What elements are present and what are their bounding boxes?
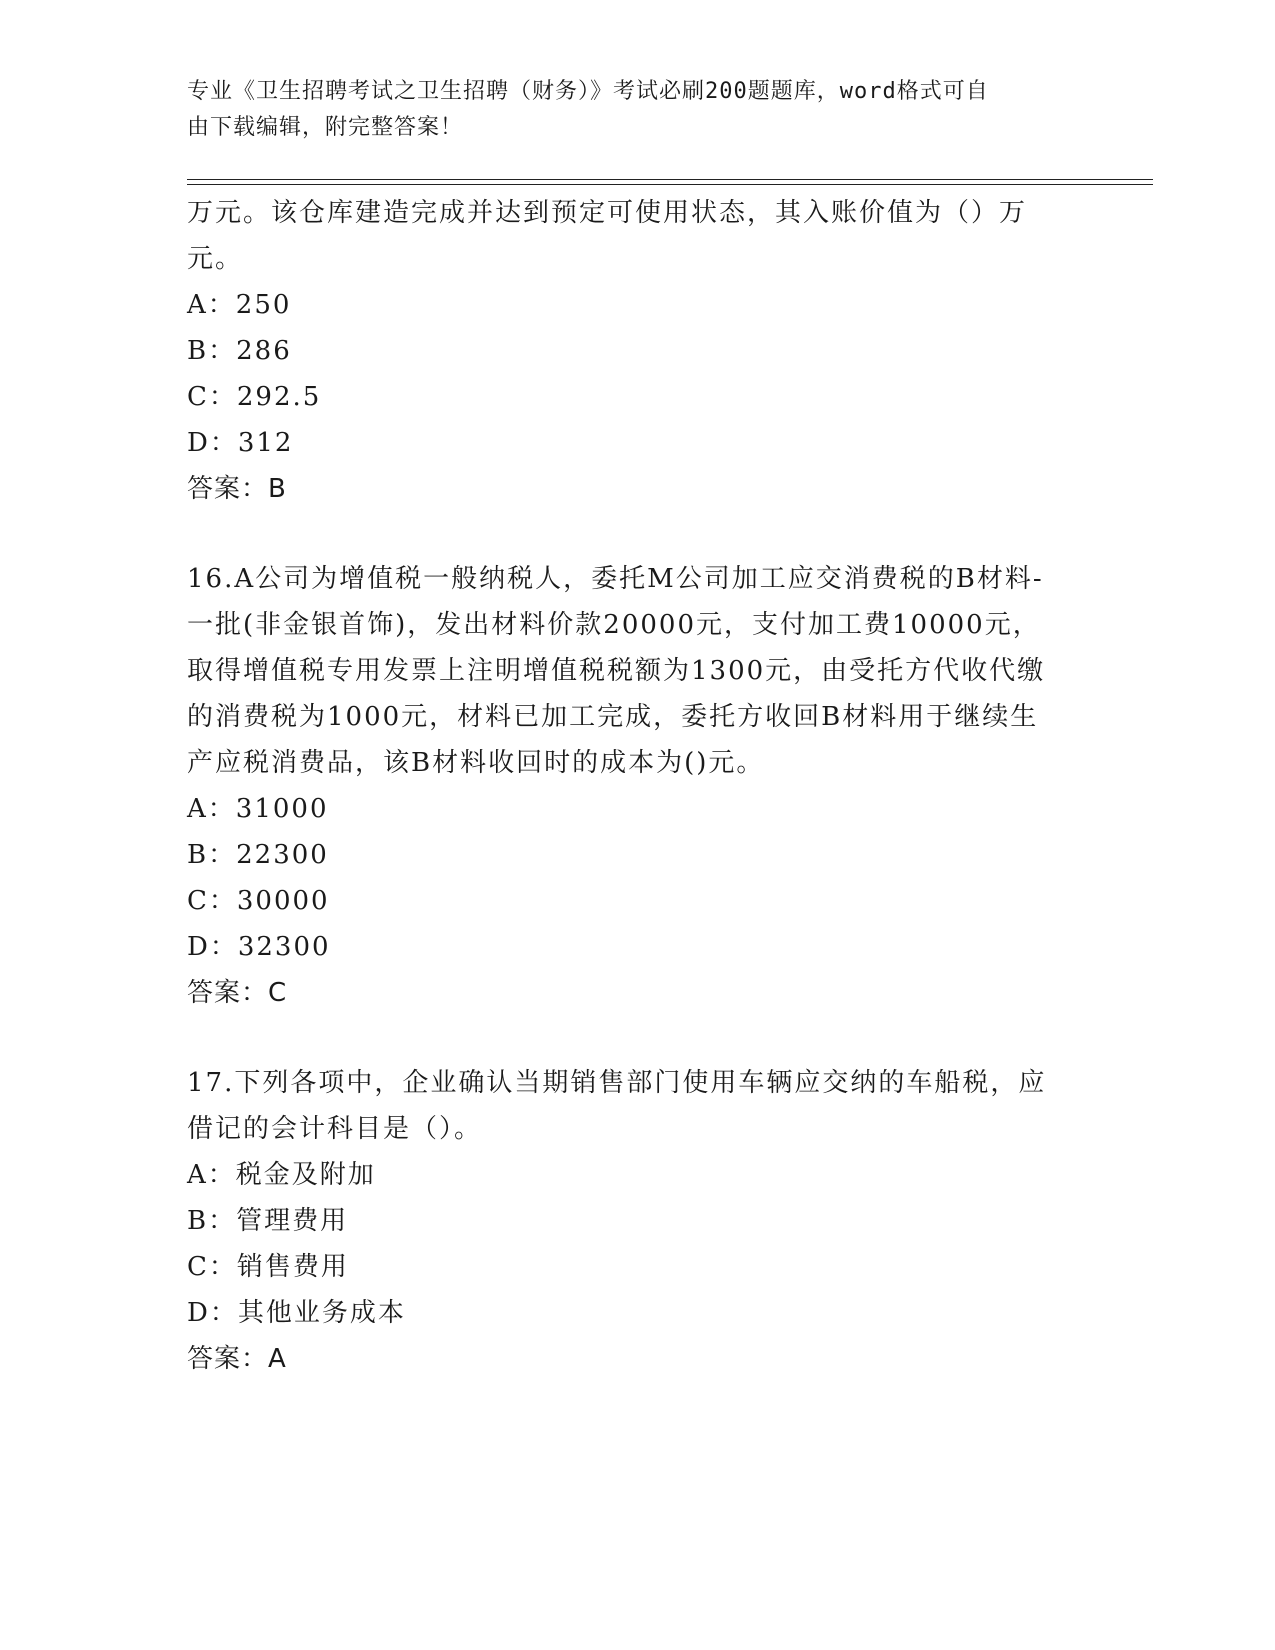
question-stem-line: 借记的会计科目是（）。 bbox=[187, 1114, 483, 1144]
question-stem-line: 元。 bbox=[187, 244, 244, 274]
question-stem-line: 取得增值税专用发票上注明增值税税额为1300元，由受托方代收代缴 bbox=[187, 656, 1046, 686]
header-line-2: 由下载编辑，附完整答案！ bbox=[187, 115, 464, 140]
option-b: B：286 bbox=[187, 336, 292, 366]
question-stem-line: 17.下列各项中，企业确认当期销售部门使用车辆应交纳的车船税，应 bbox=[187, 1068, 1047, 1098]
header-divider-top bbox=[187, 179, 1153, 180]
answer-line: 答案：C bbox=[187, 978, 288, 1008]
option-d: D：其他业务成本 bbox=[187, 1298, 406, 1328]
question-stem-line: 一批(非金银首饰)，发出材料价款20000元，支付加工费10000元， bbox=[187, 610, 1041, 640]
question-stem-line: 的消费税为1000元，材料已加工完成，委托方收回B材料用于继续生 bbox=[187, 702, 1039, 732]
spacer bbox=[187, 1016, 1087, 1060]
header-line-1: 专业《卫生招聘考试之卫生招聘（财务）》考试必刷200题题库，word格式可自 bbox=[187, 79, 989, 104]
question-list bbox=[187, 190, 1087, 1382]
answer-line: 答案：B bbox=[187, 474, 287, 504]
option-b: B：22300 bbox=[187, 840, 329, 870]
header-divider-bottom bbox=[187, 184, 1153, 185]
option-c: C：30000 bbox=[187, 886, 330, 916]
option-a: A：31000 bbox=[187, 794, 329, 824]
answer-line: 答案：A bbox=[187, 1344, 287, 1374]
option-c: C：292.5 bbox=[187, 382, 322, 412]
option-b: B：管理费用 bbox=[187, 1206, 349, 1236]
document-header bbox=[187, 74, 1067, 146]
spacer bbox=[187, 512, 1087, 556]
question-stem-line: 产应税消费品，该B材料收回时的成本为()元。 bbox=[187, 748, 765, 778]
option-a: A：税金及附加 bbox=[187, 1160, 376, 1190]
option-c: C：销售费用 bbox=[187, 1252, 349, 1282]
option-a: A：250 bbox=[187, 290, 292, 320]
option-d: D：312 bbox=[187, 428, 294, 458]
question-stem-line: 万元。该仓库建造完成并达到预定可使用状态，其入账价值为（）万 bbox=[187, 198, 1028, 228]
question-stem-line: 16.A公司为增值税一般纳税人，委托M公司加工应交消费税的B材料- bbox=[187, 564, 1044, 594]
question-17 bbox=[187, 1060, 1087, 1382]
question-15 bbox=[187, 190, 1087, 512]
question-16 bbox=[187, 556, 1087, 1016]
option-d: D：32300 bbox=[187, 932, 331, 962]
